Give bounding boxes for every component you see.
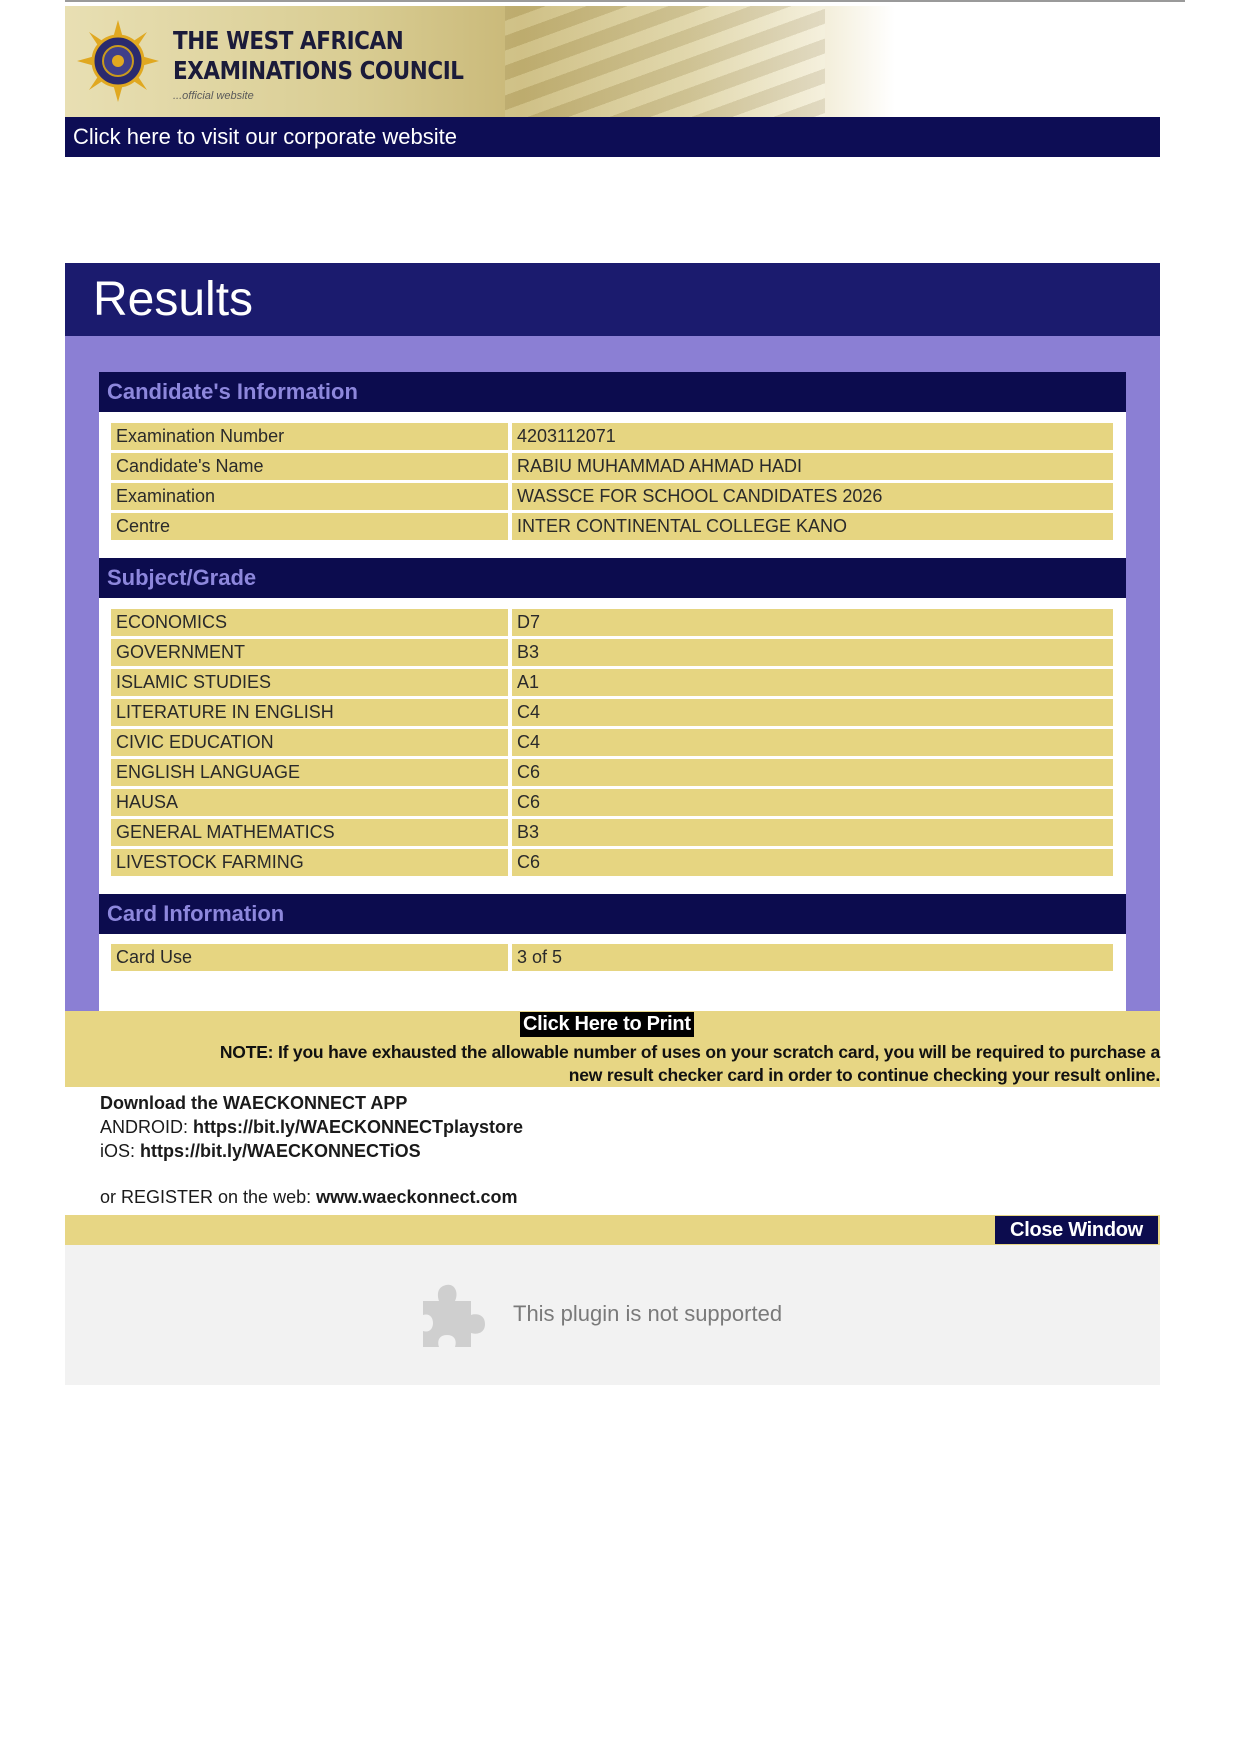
candidate-info-heading: Candidate's Information xyxy=(99,372,1126,412)
corporate-website-link[interactable]: Click here to visit our corporate website xyxy=(65,117,1160,157)
subject-grade: C4 xyxy=(512,699,1113,726)
subject-grade: C4 xyxy=(512,729,1113,756)
table-row xyxy=(111,453,1113,480)
subject-grade: D7 xyxy=(512,609,1113,636)
download-heading: Download the WAECKONNECT APP xyxy=(100,1093,408,1113)
print-button[interactable]: Click Here to Print xyxy=(520,1012,694,1037)
table-row xyxy=(111,789,1113,816)
table-row xyxy=(111,423,1113,450)
field-label: Examination xyxy=(111,483,508,510)
android-link[interactable]: https://bit.ly/WAECKONNECTplaystore xyxy=(193,1117,524,1137)
subject-grade: C6 xyxy=(512,849,1113,876)
table-row xyxy=(111,849,1113,876)
subject-name: CIVIC EDUCATION xyxy=(111,729,508,756)
ios-download xyxy=(100,1139,421,1163)
table-row xyxy=(111,944,1113,971)
subject-grade-heading: Subject/Grade xyxy=(99,558,1126,598)
results-panel xyxy=(65,336,1160,1011)
top-divider xyxy=(65,0,1185,2)
field-value: RABIU MUHAMMAD AHMAD HADI xyxy=(512,453,1113,480)
puzzle-piece-icon xyxy=(413,1275,491,1353)
table-row xyxy=(111,513,1113,540)
field-value: INTER CONTINENTAL COLLEGE KANO xyxy=(512,513,1113,540)
subject-name: ENGLISH LANGUAGE xyxy=(111,759,508,786)
card-info-heading: Card Information xyxy=(99,894,1126,934)
table-row xyxy=(111,699,1113,726)
subject-grade: A1 xyxy=(512,669,1113,696)
table-row xyxy=(111,729,1113,756)
table-row xyxy=(111,819,1113,846)
subject-name: LITERATURE IN ENGLISH xyxy=(111,699,508,726)
subject-name: LIVESTOCK FARMING xyxy=(111,849,508,876)
field-value: 4203112071 xyxy=(512,423,1113,450)
subject-name: GENERAL MATHEMATICS xyxy=(111,819,508,846)
android-label: ANDROID: xyxy=(100,1117,194,1137)
subject-name: ISLAMIC STUDIES xyxy=(111,669,508,696)
subject-name: ECONOMICS xyxy=(111,609,508,636)
scratch-card-note: NOTE: If you have exhausted the allowable number of uses on your scratch card, you will be required to purchase a new result checker card in order to continue checking your result online. xyxy=(219,1042,1160,1085)
table-row xyxy=(111,669,1113,696)
field-label: Candidate's Name xyxy=(111,453,508,480)
field-label: Examination Number xyxy=(111,423,508,450)
close-band xyxy=(65,1215,1160,1245)
waec-logo-icon xyxy=(77,20,159,102)
subject-name: GOVERNMENT xyxy=(111,639,508,666)
field-value: WASSCE FOR SCHOOL CANDIDATES 2026 xyxy=(512,483,1113,510)
plugin-message: This plugin is not supported xyxy=(513,1301,783,1326)
register-label: or REGISTER on the web: xyxy=(100,1187,317,1207)
field-label: Centre xyxy=(111,513,508,540)
android-download xyxy=(100,1115,523,1139)
org-name: THE WEST AFRICAN EXAMINATIONS COUNCIL xyxy=(173,26,464,85)
site-banner xyxy=(65,6,1160,118)
subject-grade: B3 xyxy=(512,639,1113,666)
print-note-band xyxy=(65,1011,1160,1087)
subject-name: HAUSA xyxy=(111,789,508,816)
page-title: Results xyxy=(65,263,1160,336)
subject-grade: B3 xyxy=(512,819,1113,846)
register-link[interactable]: www.waeckonnect.com xyxy=(316,1187,518,1207)
field-value: 3 of 5 xyxy=(512,944,1113,971)
table-row xyxy=(111,483,1113,510)
register-web xyxy=(100,1185,518,1209)
subject-grade: C6 xyxy=(512,789,1113,816)
subject-grade: C6 xyxy=(512,759,1113,786)
close-window-button[interactable]: Close Window xyxy=(995,1216,1158,1244)
results-inner xyxy=(99,372,1126,1011)
banner-photo xyxy=(505,6,825,118)
plugin-placeholder xyxy=(65,1245,1160,1385)
table-row xyxy=(111,639,1113,666)
table-row xyxy=(111,759,1113,786)
ios-label: iOS: xyxy=(100,1141,141,1161)
field-label: Card Use xyxy=(111,944,508,971)
table-row xyxy=(111,609,1113,636)
ios-link[interactable]: https://bit.ly/WAECKONNECTiOS xyxy=(140,1141,421,1161)
org-tagline: ...official website xyxy=(173,90,254,102)
